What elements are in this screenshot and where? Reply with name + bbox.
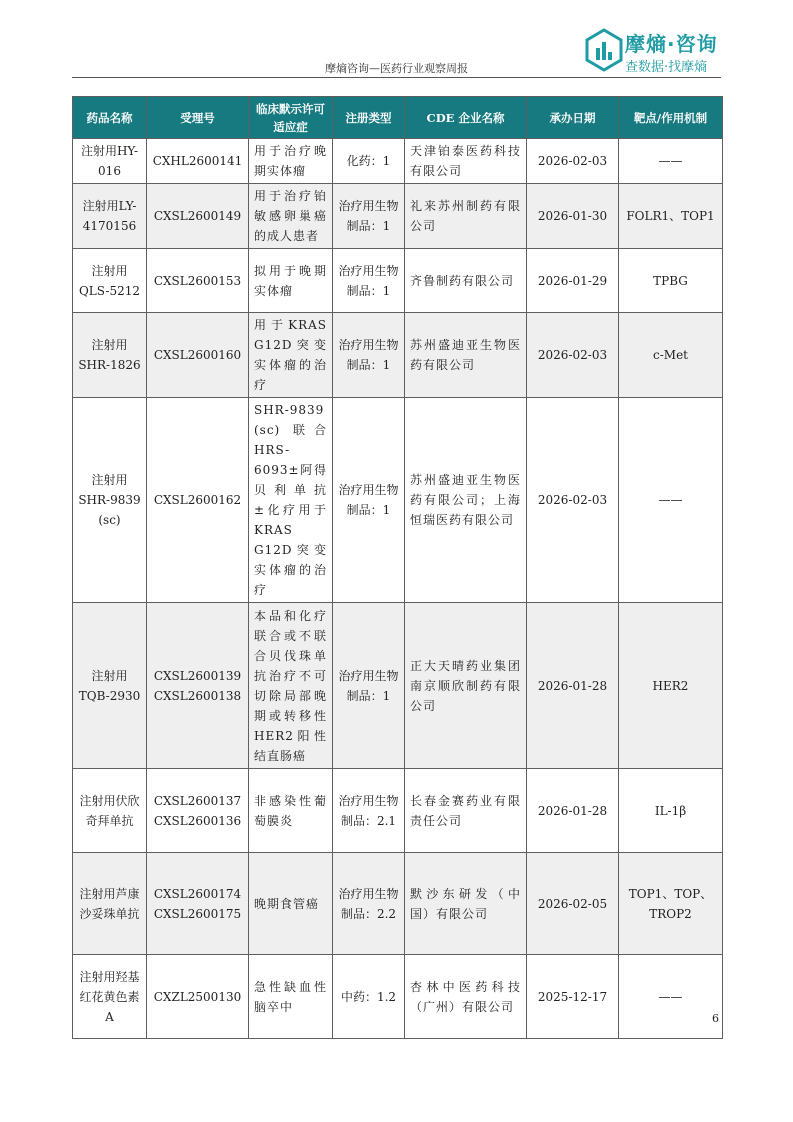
cell-accept — [147, 955, 249, 1039]
col-header-drug: 药品名称 — [73, 97, 147, 139]
cell-date: 2026-02-03 — [527, 139, 619, 184]
table-row — [73, 184, 723, 249]
cell-company: 正大天晴药业集团南京顺欣制药有限公司 — [405, 603, 527, 769]
accept-number: CXSL2600149 — [153, 209, 242, 223]
cell-company: 天津铂泰医药科技有限公司 — [405, 139, 527, 184]
cell-accept — [147, 139, 249, 184]
cell-date: 2026-01-29 — [527, 249, 619, 313]
cell-target: IL-1β — [619, 769, 723, 853]
page-number: 6 — [712, 1012, 719, 1025]
cell-company: 长春金赛药业有限责任公司 — [405, 769, 527, 853]
cell-drug: 注射用TQB-2930 — [73, 603, 147, 769]
cell-reg-type: 治疗用生物制品：2.2 — [333, 853, 405, 955]
cell-company: 默沙东研发（中国）有限公司 — [405, 853, 527, 955]
cell-company: 苏州盛迪亚生物医药有限公司；上海恒瑞医药有限公司 — [405, 398, 527, 603]
cell-drug: 注射用芦康沙妥珠单抗 — [73, 853, 147, 955]
cell-company: 礼来苏州制药有限公司 — [405, 184, 527, 249]
cell-date: 2026-01-28 — [527, 603, 619, 769]
cell-date: 2026-02-03 — [527, 313, 619, 398]
table-header-row — [73, 97, 723, 139]
col-header-accept: 受理号 — [147, 97, 249, 139]
col-header-reg-type: 注册类型 — [333, 97, 405, 139]
cell-accept — [147, 313, 249, 398]
col-header-date: 承办日期 — [527, 97, 619, 139]
cell-indication: 晚期食管癌 — [249, 853, 333, 955]
cell-drug: 注射用SHR-1826 — [73, 313, 147, 398]
cell-indication: 用于KRAS G12D突变实体瘤的治疗 — [249, 313, 333, 398]
col-header-target: 靶点/作用机制 — [619, 97, 723, 139]
accept-number: CXSL2600175 — [153, 906, 242, 921]
cell-target: TPBG — [619, 249, 723, 313]
table-row — [73, 398, 723, 603]
accept-number: CXSL2600139 — [153, 668, 242, 683]
cell-accept — [147, 398, 249, 603]
cell-reg-type: 化药：1 — [333, 139, 405, 184]
accept-number: CXHL2600141 — [152, 154, 243, 168]
accept-number: CXSL2600137 — [153, 793, 242, 808]
table-row — [73, 955, 723, 1039]
cell-drug: 注射用QLS-5212 — [73, 249, 147, 313]
cell-indication: 本品和化疗联合或不联合贝伐珠单抗治疗不可切除局部晚期或转移性HER2阳性结直肠癌 — [249, 603, 333, 769]
accept-number: CXSL2600136 — [153, 813, 242, 828]
accept-number: CXSL2600153 — [153, 273, 242, 288]
col-header-indication: 临床默示许可适应症 — [249, 97, 333, 139]
accept-number: CXSL2600174 — [153, 886, 242, 901]
cell-target: HER2 — [619, 603, 723, 769]
page-header-title: 摩熵咨询—医药行业观察周报 — [325, 62, 468, 75]
drug-approval-table — [72, 96, 723, 1039]
cell-reg-type: 治疗用生物制品：1 — [333, 313, 405, 398]
cell-drug: 注射用羟基红花黄色素A — [73, 955, 147, 1039]
table-row — [73, 313, 723, 398]
cell-company: 齐鲁制药有限公司 — [405, 249, 527, 313]
cell-date: 2026-02-05 — [527, 853, 619, 955]
cell-drug: 注射用伏欣奇拜单抗 — [73, 769, 147, 853]
cell-target: c-Met — [619, 313, 723, 398]
brand-logo-title: 摩熵·咨询 — [625, 32, 718, 56]
accept-number: CXSL2600160 — [153, 348, 242, 362]
cell-drug: 注射用HY-016 — [73, 139, 147, 184]
accept-number: CXZL2500130 — [153, 989, 242, 1004]
cell-reg-type: 治疗用生物制品：1 — [333, 398, 405, 603]
cell-date: 2026-02-03 — [527, 398, 619, 603]
cell-company: 苏州盛迪亚生物医药有限公司 — [405, 313, 527, 398]
brand-logo-icon — [585, 28, 623, 72]
cell-date: 2025-12-17 — [527, 955, 619, 1039]
col-header-company: CDE 企业名称 — [405, 97, 527, 139]
cell-target: —— — [619, 139, 723, 184]
cell-date: 2026-01-30 — [527, 184, 619, 249]
cell-date: 2026-01-28 — [527, 769, 619, 853]
table-row — [73, 603, 723, 769]
cell-indication: 急性缺血性脑卒中 — [249, 955, 333, 1039]
cell-indication: 非感染性葡萄膜炎 — [249, 769, 333, 853]
cell-indication: 拟用于晚期实体瘤 — [249, 249, 333, 313]
cell-accept — [147, 769, 249, 853]
cell-reg-type: 治疗用生物制品：1 — [333, 184, 405, 249]
brand-logo-subtitle: 查数据·找摩熵 — [625, 60, 708, 75]
cell-accept — [147, 249, 249, 313]
cell-drug: 注射用LY-4170156 — [73, 184, 147, 249]
cell-reg-type: 治疗用生物制品：1 — [333, 603, 405, 769]
cell-company: 杏林中医药科技（广州）有限公司 — [405, 955, 527, 1039]
cell-reg-type: 治疗用生物制品：1 — [333, 249, 405, 313]
cell-indication: 用于治疗晚期实体瘤 — [249, 139, 333, 184]
table-row — [73, 769, 723, 853]
accept-number: CXSL2600162 — [153, 493, 242, 507]
cell-target: —— — [619, 955, 723, 1039]
cell-accept — [147, 603, 249, 769]
cell-indication: 用于治疗铂敏感卵巢癌的成人患者 — [249, 184, 333, 249]
cell-target: FOLR1、TOP1 — [619, 184, 723, 249]
table-row — [73, 249, 723, 313]
cell-reg-type: 中药：1.2 — [333, 955, 405, 1039]
accept-number: CXSL2600138 — [153, 688, 242, 703]
table-row — [73, 853, 723, 955]
cell-drug: 注射用SHR-9839 (sc) — [73, 398, 147, 603]
cell-accept — [147, 184, 249, 249]
table-row — [73, 139, 723, 184]
brand-logo — [585, 24, 750, 78]
cell-indication: SHR-9839 (sc) 联合HRS-6093±阿得贝利单抗±化疗用于KRAS G12D突变实体瘤的治疗 — [249, 398, 333, 603]
cell-target: —— — [619, 398, 723, 603]
cell-accept — [147, 853, 249, 955]
cell-target: TOP1、TOP、TROP2 — [619, 853, 723, 955]
cell-reg-type: 治疗用生物制品：2.1 — [333, 769, 405, 853]
